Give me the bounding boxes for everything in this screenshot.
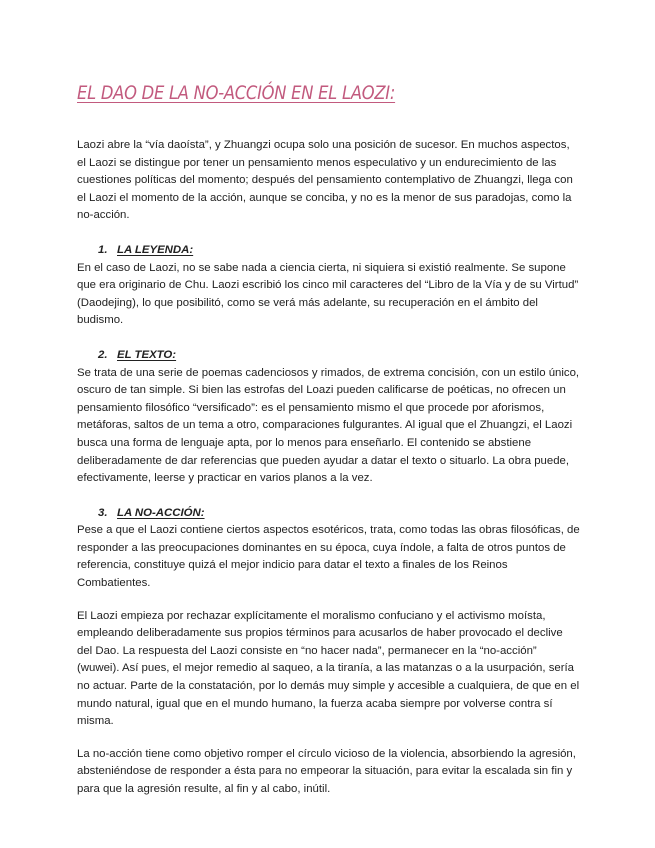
section-paragraph: El Laozi empieza por rechazar explícitamente el moralismo confuciano y el activismo moísta, empleando deliberadamente sus propios términos para acusarlos de haber provocado el declive del Dao. La respuesta del Laozi consiste en “no hacer nada”, permanecer en la “no-acción” (wuwei). Así pues, el mejor remedio al saqueo, a la tiranía, a las matanzas o a la usurpación, sería no actuar. Parte de la constatación, por lo demás muy simple y accesible a cualquiera, de que en el mundo natural, igual que en el mundo humano, la fuerza acaba siempre por volverse contra sí misma.	[77, 609, 580, 728]
section-paragraph: Se trata de una serie de poemas cadenciosos y rimados, de extrema concisión, con un estilo único, oscuro de tan simple. Si bien las estrofas del Loazi pueden calificarse de poéticas, no ofrecen un pensamiento filosófico “versificado”: es el pensamiento mismo el que procede por aforismos, metáforas, saltos de un tema a otro, comparaciones fulgurantes. Al igual que el Zhuangzi, el Laozi busca una forma de lenguaje apta, por lo menos para enseñarlo. El contenido se abstiene deliberadamente de dar referencias que pueden ayudar a datar el texto o situarlo. La obra puede, efectivamente, leerse y practicar en varios planos a la vez.	[77, 366, 580, 485]
section-heading-leyenda	[77, 242, 581, 260]
document-title: EL DAO DE LA NO-ACCIÓN EN EL LAOZI:	[77, 82, 396, 104]
section-paragraph: En el caso de Laozi, no se sabe nada a ciencia cierta, ni siquiera si existió realmente. Se supone que era originario de Chu. Laozi escribió los cinco mil caracteres del “Libro de la Vía y de su Virtud” (Daodejing), lo que posibilitó, como se verá más adelante, su recuperación en el ámbito del budismo.	[77, 261, 579, 327]
section-number: 1.	[98, 243, 108, 256]
section-number: 3.	[98, 506, 108, 519]
section-paragraph: La no-acción tiene como objetivo romper el círculo vicioso de la violencia, absorbiendo la agresión, absteniéndose de responder a ésta para no empeorar la situación, para evitar la escalada sin fin y para que la agresión resulte, al fin y al cabo, inútil.	[77, 747, 576, 795]
section-heading-texto	[77, 347, 581, 365]
section-number: 2.	[98, 348, 108, 361]
section-heading-no-accion	[77, 505, 581, 523]
intro-paragraph: Laozi abre la “vía daoísta”, y Zhuangzi ocupa solo una posición de sucesor. En muchos aspectos, el Laozi se distingue por tener un pensamiento menos especulativo y un endurecimiento de las cuestiones políticas del momento; después del pensamiento contemplativo de Zhuangzi, llega con el Laozi el momento de la acción, aunque se conciba, y no es la menor de sus paradojas, como la no-acción.	[77, 139, 573, 222]
section-paragraph: Pese a que el Laozi contiene ciertos aspectos esotéricos, trata, como todas las obras filosóficas, de responder a las preocupaciones dominantes en su época, cuya índole, a falta de otros puntos de referencia, constituye quizá el mejor indicio para datar el texto a finales de los Reinos Combatientes.	[77, 524, 580, 590]
section-title: EL TEXTO:	[117, 348, 177, 361]
section-title: LA LEYENDA:	[117, 243, 194, 256]
section-title: LA NO-ACCIÓN:	[117, 506, 205, 519]
